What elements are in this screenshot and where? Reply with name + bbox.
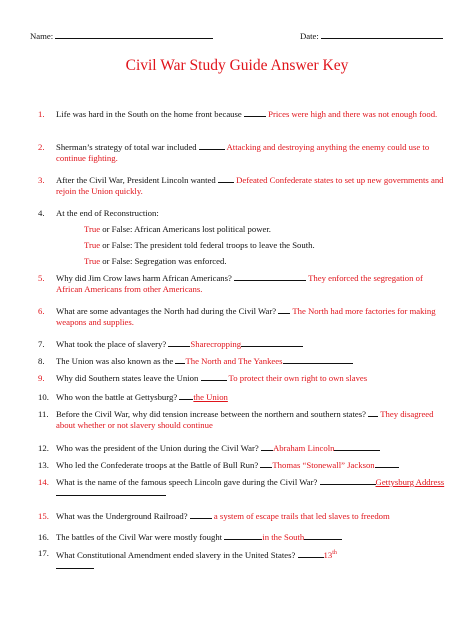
- question-number: 13.: [38, 460, 49, 470]
- answer-blank: [278, 306, 290, 314]
- question-number: 2.: [38, 142, 45, 152]
- question-answer: Thomas “Stonewall” Jackson: [272, 460, 375, 470]
- answer-blank-tail: [334, 443, 380, 451]
- true-false-answer: True: [84, 224, 101, 234]
- question-prompt: What is the name of the famous speech Lincoln gave during the Civil War?: [56, 477, 318, 487]
- question-prompt: Why did Jim Crow laws harm African Americans?: [56, 273, 232, 283]
- answer-superscript: th: [332, 550, 337, 556]
- question-prompt: Who was the president of the Union during the Civil War?: [56, 443, 259, 453]
- answer-blank: [260, 460, 272, 468]
- question-15: [38, 511, 450, 522]
- question-4: [38, 208, 450, 219]
- answer-blank: [218, 175, 234, 183]
- answer-blank: [368, 409, 378, 417]
- question-number: 6.: [38, 306, 45, 316]
- date-label: Date:: [300, 31, 319, 41]
- question-11: [38, 409, 450, 431]
- answer-blank-tail: [56, 561, 94, 569]
- answer-blank: [179, 392, 193, 400]
- answer-blank: [201, 373, 227, 381]
- answer-blank: [298, 550, 324, 558]
- question-number: 12.: [38, 443, 49, 453]
- question-prompt: Who led the Confederate troops at the Battle of Bull Run?: [56, 460, 259, 470]
- question-answer: a system of escape trails that led slaves to freedom: [213, 511, 390, 521]
- question-answer: Sharecropping: [190, 339, 242, 349]
- date-blank[interactable]: [321, 30, 443, 39]
- question-prompt: Life was hard in the South on the home front because: [56, 109, 242, 119]
- question-number: 17.: [38, 548, 49, 558]
- answer-blank: [190, 511, 212, 519]
- question-number: 8.: [38, 356, 45, 366]
- question-6: [38, 306, 450, 328]
- true-false-answer: True: [84, 256, 101, 266]
- name-blank[interactable]: [55, 30, 213, 39]
- question-prompt: What was the Underground Railroad?: [56, 511, 188, 521]
- question-answer: the Union: [193, 392, 228, 402]
- question-number: 3.: [38, 175, 45, 185]
- answer-blank: [168, 339, 190, 347]
- question-number: 10.: [38, 392, 49, 402]
- question-3: [38, 175, 450, 197]
- answer-blank: [320, 477, 376, 485]
- question-answer: Gettysburg Address: [375, 477, 445, 487]
- question-answer: Prices were high and there was not enough food.: [268, 109, 438, 119]
- question-number: 14.: [38, 477, 49, 487]
- question-prompt: Before the Civil War, why did tension increase between the northern and southern states?: [56, 409, 366, 419]
- question-prompt: Sherman’s strategy of total war included: [56, 142, 197, 152]
- question-prompt: What are some advantages the North had during the Civil War?: [56, 306, 277, 316]
- question-number: 4.: [38, 208, 45, 218]
- answer-blank: [261, 443, 273, 451]
- question-prompt: What took the place of slavery?: [56, 339, 167, 349]
- answer-blank-tail: [304, 532, 342, 540]
- answer-blank: [175, 356, 185, 364]
- question-answer: They enforced the segregation of African Americans from other Americans.: [56, 273, 423, 294]
- answer-blank: [224, 532, 262, 540]
- question-answer: They disagreed about whether or not slavery should continue: [56, 409, 434, 430]
- question-answer: The North had more factories for making weapons and supplies.: [56, 306, 436, 327]
- question-14: [38, 477, 450, 499]
- question-prompt: What Constitutional Amendment ended slavery in the United States?: [56, 549, 296, 560]
- question-8: [38, 356, 450, 367]
- name-label: Name:: [30, 31, 54, 41]
- question-17: [38, 548, 450, 572]
- q4-item-2: [84, 240, 315, 251]
- true-false-answer: True: [84, 240, 101, 250]
- page-title: Civil War Study Guide Answer Key: [125, 57, 349, 74]
- question-prompt: Why did Southern states leave the Union: [56, 373, 199, 383]
- answer-blank-tail: [56, 488, 166, 496]
- answer-blank: [234, 273, 306, 281]
- answer-blank-tail: [241, 339, 303, 347]
- q4-item-1: [84, 224, 271, 235]
- question-7: [38, 339, 450, 350]
- name-row: [30, 30, 213, 41]
- question-13: [38, 460, 450, 471]
- date-row: [300, 30, 443, 41]
- question-prompt: At the end of Reconstruction:: [56, 208, 159, 218]
- question-prompt: After the Civil War, President Lincoln wanted: [56, 175, 216, 185]
- question-1: [38, 109, 450, 120]
- question-answer: Attacking and destroying anything the enemy could use to continue fighting.: [56, 142, 430, 163]
- question-prompt: The Union was also known as the: [56, 356, 174, 366]
- question-16: [38, 532, 450, 543]
- question-number: 11.: [38, 409, 49, 419]
- question-number: 7.: [38, 339, 45, 349]
- question-answer: Abraham Lincoln: [272, 443, 335, 453]
- question-number: 9.: [38, 373, 45, 383]
- question-number: 16.: [38, 532, 49, 542]
- answer-blank: [244, 109, 266, 117]
- q4-item-3: [84, 256, 227, 267]
- answer-blank: [199, 142, 225, 150]
- question-9: [38, 373, 450, 384]
- question-number: 15.: [38, 511, 49, 521]
- question-number: 5.: [38, 273, 45, 283]
- question-answer: To protect their own right to own slaves: [228, 373, 368, 383]
- true-false-statement: or False: African Americans lost political power.: [102, 224, 271, 234]
- question-10: [38, 392, 450, 403]
- question-answer: Defeated Confederate states to set up new governments and rejoin the Union quickly.: [56, 175, 444, 196]
- question-5: [38, 273, 450, 295]
- question-prompt: Who won the battle at Gettysburg?: [56, 392, 178, 402]
- question-answer: The North and The Yankees: [185, 356, 283, 366]
- answer-blank-tail: [375, 460, 399, 468]
- question-answer: in the South: [262, 532, 305, 542]
- question-number: 1.: [38, 109, 45, 119]
- true-false-statement: or False: The president told federal troops to leave the South.: [102, 240, 315, 250]
- question-12: [38, 443, 450, 454]
- question-prompt: The battles of the Civil War were mostly fought: [56, 532, 223, 542]
- question-answer: 13: [323, 549, 333, 560]
- answer-blank-tail: [283, 356, 353, 364]
- question-2: [38, 142, 450, 164]
- true-false-statement: or False: Segregation was enforced.: [102, 256, 227, 266]
